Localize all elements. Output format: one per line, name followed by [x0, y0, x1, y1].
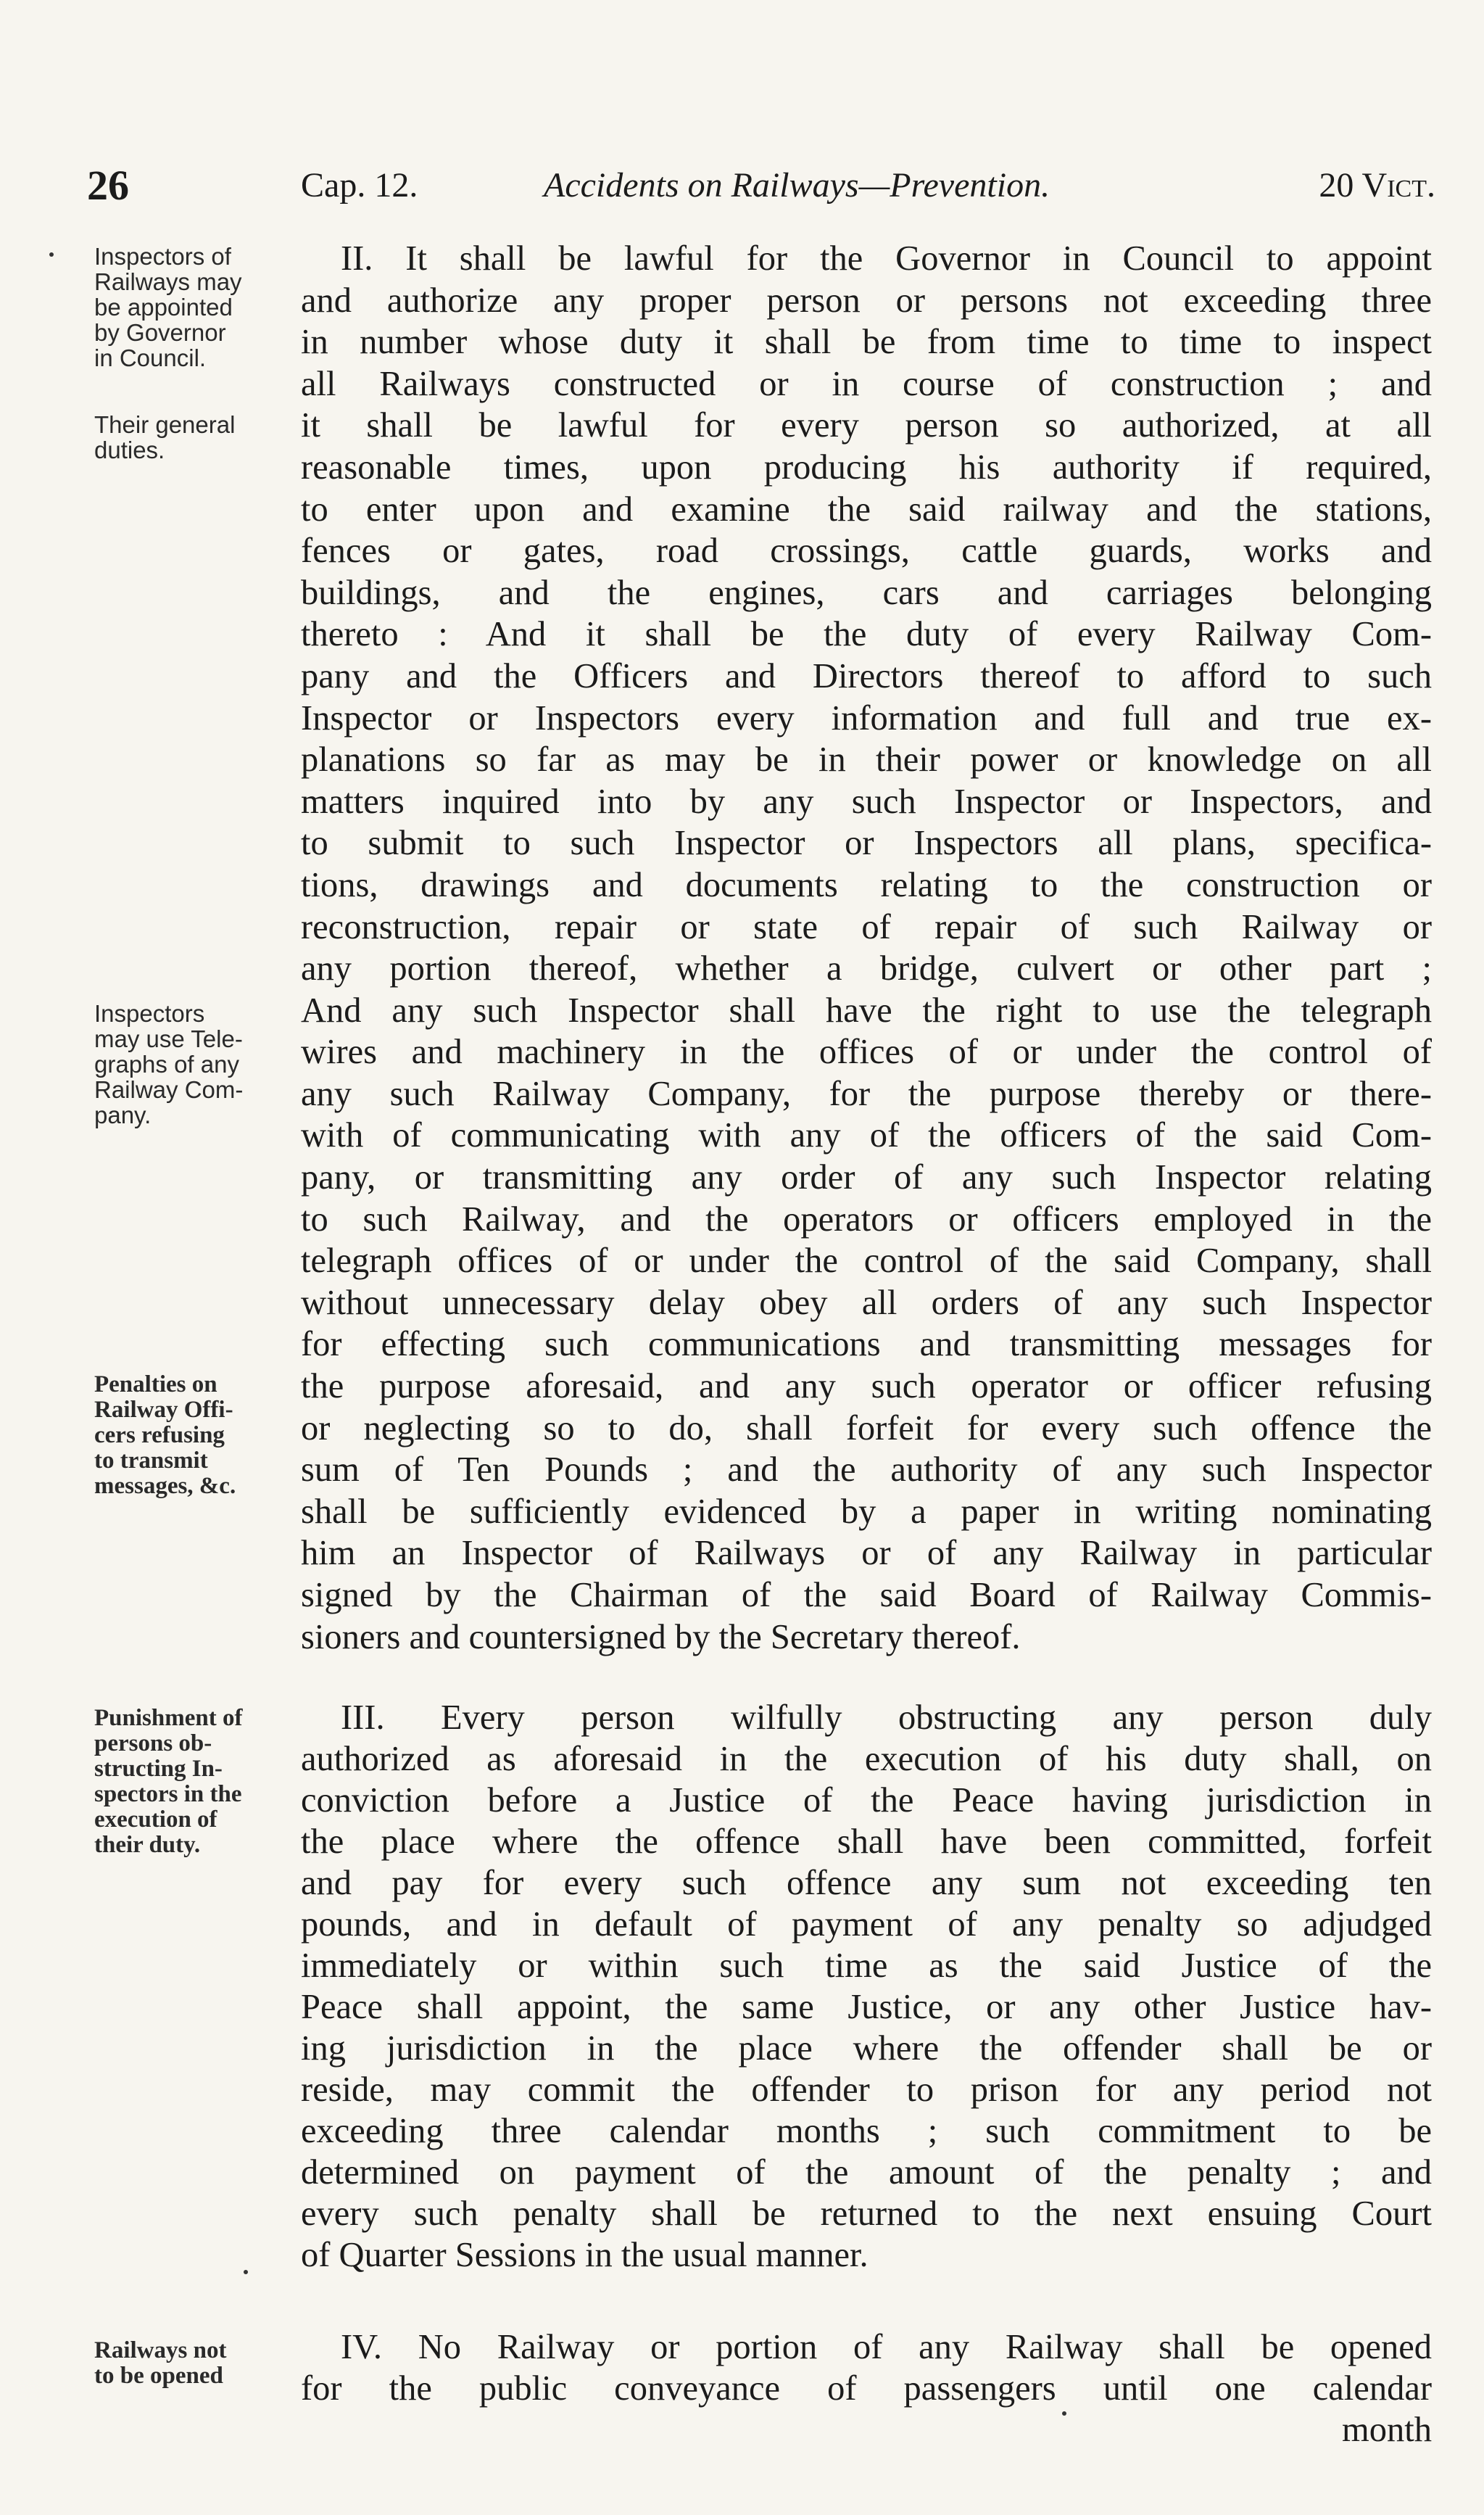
- text-line: sioners and countersigned by the Secretary thereof.: [301, 1617, 1021, 1656]
- text-line: pounds, and in default of payment of any penalty so adjudged: [301, 1905, 1432, 1944]
- text-line: Inspector or Inspectors every information and full and true ex-: [301, 698, 1432, 738]
- section-iii-text: [301, 1697, 1432, 2276]
- text-line: thereto : And it shall be the duty of every Railway Com-: [301, 615, 1432, 654]
- text-line: any such Railway Company, for the purpose thereby or there-: [301, 1074, 1432, 1113]
- text-line: any portion thereof, whether a bridge, culvert or other part ;: [301, 949, 1432, 988]
- ink-speck: [244, 2270, 248, 2274]
- text-line: to submit to such Inspector or Inspectors all plans, specifica-: [301, 824, 1432, 863]
- text-line: signed by the Chairman of the said Board of Railway Commis-: [301, 1576, 1432, 1614]
- section-ii-text: [301, 238, 1432, 1658]
- sidenote-line: may use Tele-: [94, 1025, 243, 1052]
- text-line: it shall be lawful for every person so authorized, at all: [301, 406, 1432, 445]
- text-line: without unnecessary delay obey all orders of any such Inspector: [301, 1283, 1432, 1322]
- sidenote-line: persons ob-: [94, 1730, 212, 1756]
- text-line: authorized as aforesaid in the execution of his duty shall, on: [301, 1740, 1432, 1778]
- regnal-year: 20 Vict.: [1319, 166, 1435, 205]
- catchword: month: [1342, 2411, 1432, 2449]
- sidenote-line: execution of: [94, 1806, 217, 1833]
- text-line: matters inquired into by any such Inspector or Inspectors, and: [301, 782, 1432, 821]
- page-number: 26: [87, 162, 129, 209]
- sidenote-telegraphs: [94, 1001, 297, 1128]
- chapter-reference: Cap. 12.: [301, 166, 418, 205]
- sidenote-line: Railways not: [94, 2337, 227, 2363]
- sidenote-line: messages, &c.: [94, 1473, 236, 1499]
- text-line: immediately or within such time as the said Justice of the: [301, 1946, 1432, 1985]
- sidenote-line: Their general: [94, 411, 236, 438]
- sidenote-penalties: [94, 1372, 297, 1499]
- text-line: of Quarter Sessions in the usual manner.: [301, 2236, 869, 2274]
- sidenote-line: Inspectors of: [94, 243, 231, 270]
- sidenote-line: graphs of any: [94, 1051, 239, 1078]
- text-line: all Railways constructed or in course of construction ; and: [301, 364, 1432, 403]
- section-iv-text: [301, 2326, 1432, 2450]
- text-line: buildings, and the engines, cars and carriages belonging: [301, 573, 1432, 612]
- text-line: Peace shall appoint, the same Justice, or any other Justice hav-: [301, 1988, 1432, 2026]
- text-line: for the public conveyance of passengers until one calendar: [301, 2369, 1432, 2408]
- text-line: in number whose duty it shall be from time to time to inspect: [301, 323, 1432, 362]
- sidenote-line: structing In-: [94, 1756, 223, 1782]
- ink-speck: [1062, 2411, 1066, 2416]
- text-line: reside, may commit the offender to prison for any period not: [301, 2070, 1432, 2109]
- running-header: [87, 161, 1435, 212]
- text-line: the place where the offence shall have been committed, forfeit: [301, 1822, 1432, 1861]
- sidenote-line: their duty.: [94, 1832, 201, 1858]
- text-line: reasonable times, upon producing his authority if required,: [301, 447, 1432, 487]
- sidenote-punishment: [94, 1706, 297, 1858]
- text-line: the purpose aforesaid, and any such operator or officer refusing: [301, 1367, 1432, 1406]
- text-line: with of communicating with any of the officers of the said Com-: [301, 1116, 1432, 1155]
- running-title: Accidents on Railways—Prevention.: [544, 166, 1050, 205]
- text-line: And any such Inspector shall have the right to use the telegraph: [301, 991, 1432, 1030]
- sidenote-line: by Governor: [94, 319, 226, 346]
- text-line: or neglecting so to do, shall forfeit for every such offence the: [301, 1408, 1432, 1448]
- text-line: him an Inspector of Railways or of any Railway in particular: [301, 1534, 1432, 1573]
- text-line: to enter upon and examine the said railway and the stations,: [301, 490, 1432, 529]
- text-line: wires and machinery in the offices of or under the control of: [301, 1033, 1432, 1072]
- sidenote-line: pany.: [94, 1102, 152, 1128]
- text-line: conviction before a Justice of the Peace having jurisdiction in: [301, 1781, 1432, 1820]
- text-line: every such penalty shall be returned to the next ensuing Court: [301, 2194, 1432, 2233]
- sidenote-inspectors-appointed: [94, 244, 297, 371]
- text-line: for effecting such communications and transmitting messages for: [301, 1325, 1432, 1364]
- sidenote-line: Railways may: [94, 268, 242, 295]
- sidenote-line: to be opened: [94, 2363, 223, 2389]
- text-line: shall be sufficiently evidenced by a paper in writing nominating: [301, 1492, 1432, 1531]
- sidenote-railways-not-opened: [94, 2338, 297, 2389]
- text-line: ing jurisdiction in the place where the offender shall be or: [301, 2029, 1432, 2068]
- ink-speck: [49, 252, 54, 257]
- text-line: telegraph offices of or under the control of the said Company, shall: [301, 1242, 1432, 1281]
- sidenote-line: Inspectors: [94, 1000, 205, 1027]
- sidenote-line: Penalties on: [94, 1371, 217, 1397]
- text-line: pany, or transmitting any order of any such Inspector relating: [301, 1158, 1432, 1197]
- sidenote-line: Railway Offi-: [94, 1397, 233, 1423]
- sidenote-line: cers refusing: [94, 1422, 225, 1448]
- sidenote-line: in Council.: [94, 344, 207, 371]
- text-line: reconstruction, repair or state of repair of such Railway or: [301, 907, 1432, 946]
- text-line: III. Every person wilfully obstructing any person duly: [341, 1698, 1432, 1737]
- text-line: pany and the Officers and Directors thereof to afford to such: [301, 656, 1432, 695]
- sidenote-line: spectors in the: [94, 1781, 242, 1807]
- text-line: to such Railway, and the operators or officers employed in the: [301, 1199, 1432, 1239]
- sidenote-line: be appointed: [94, 294, 233, 321]
- sidenote-general-duties: [94, 412, 297, 463]
- text-line: tions, drawings and documents relating to the construction or: [301, 865, 1432, 904]
- sidenote-line: Punishment of: [94, 1705, 243, 1731]
- text-line: exceeding three calendar months ; such commitment to be: [301, 2112, 1432, 2150]
- sidenote-line: duties.: [94, 437, 165, 463]
- text-line: sum of Ten Pounds ; and the authority of any such Inspector: [301, 1450, 1432, 1490]
- sidenote-line: Railway Com-: [94, 1076, 244, 1103]
- text-line: IV. No Railway or portion of any Railway shall be opened: [341, 2328, 1432, 2366]
- sidenote-line: to transmit: [94, 1448, 208, 1474]
- text-line: planations so far as may be in their power or knowledge on all: [301, 740, 1432, 780]
- text-line: fences or gates, road crossings, cattle guards, works and: [301, 532, 1432, 571]
- text-line: and authorize any proper person or persons not exceeding three: [301, 281, 1432, 320]
- text-line: and pay for every such offence any sum not exceeding ten: [301, 1864, 1432, 1902]
- text-line: II. It shall be lawful for the Governor in Council to appoint: [341, 239, 1432, 278]
- text-line: determined on payment of the amount of the penalty ; and: [301, 2153, 1432, 2192]
